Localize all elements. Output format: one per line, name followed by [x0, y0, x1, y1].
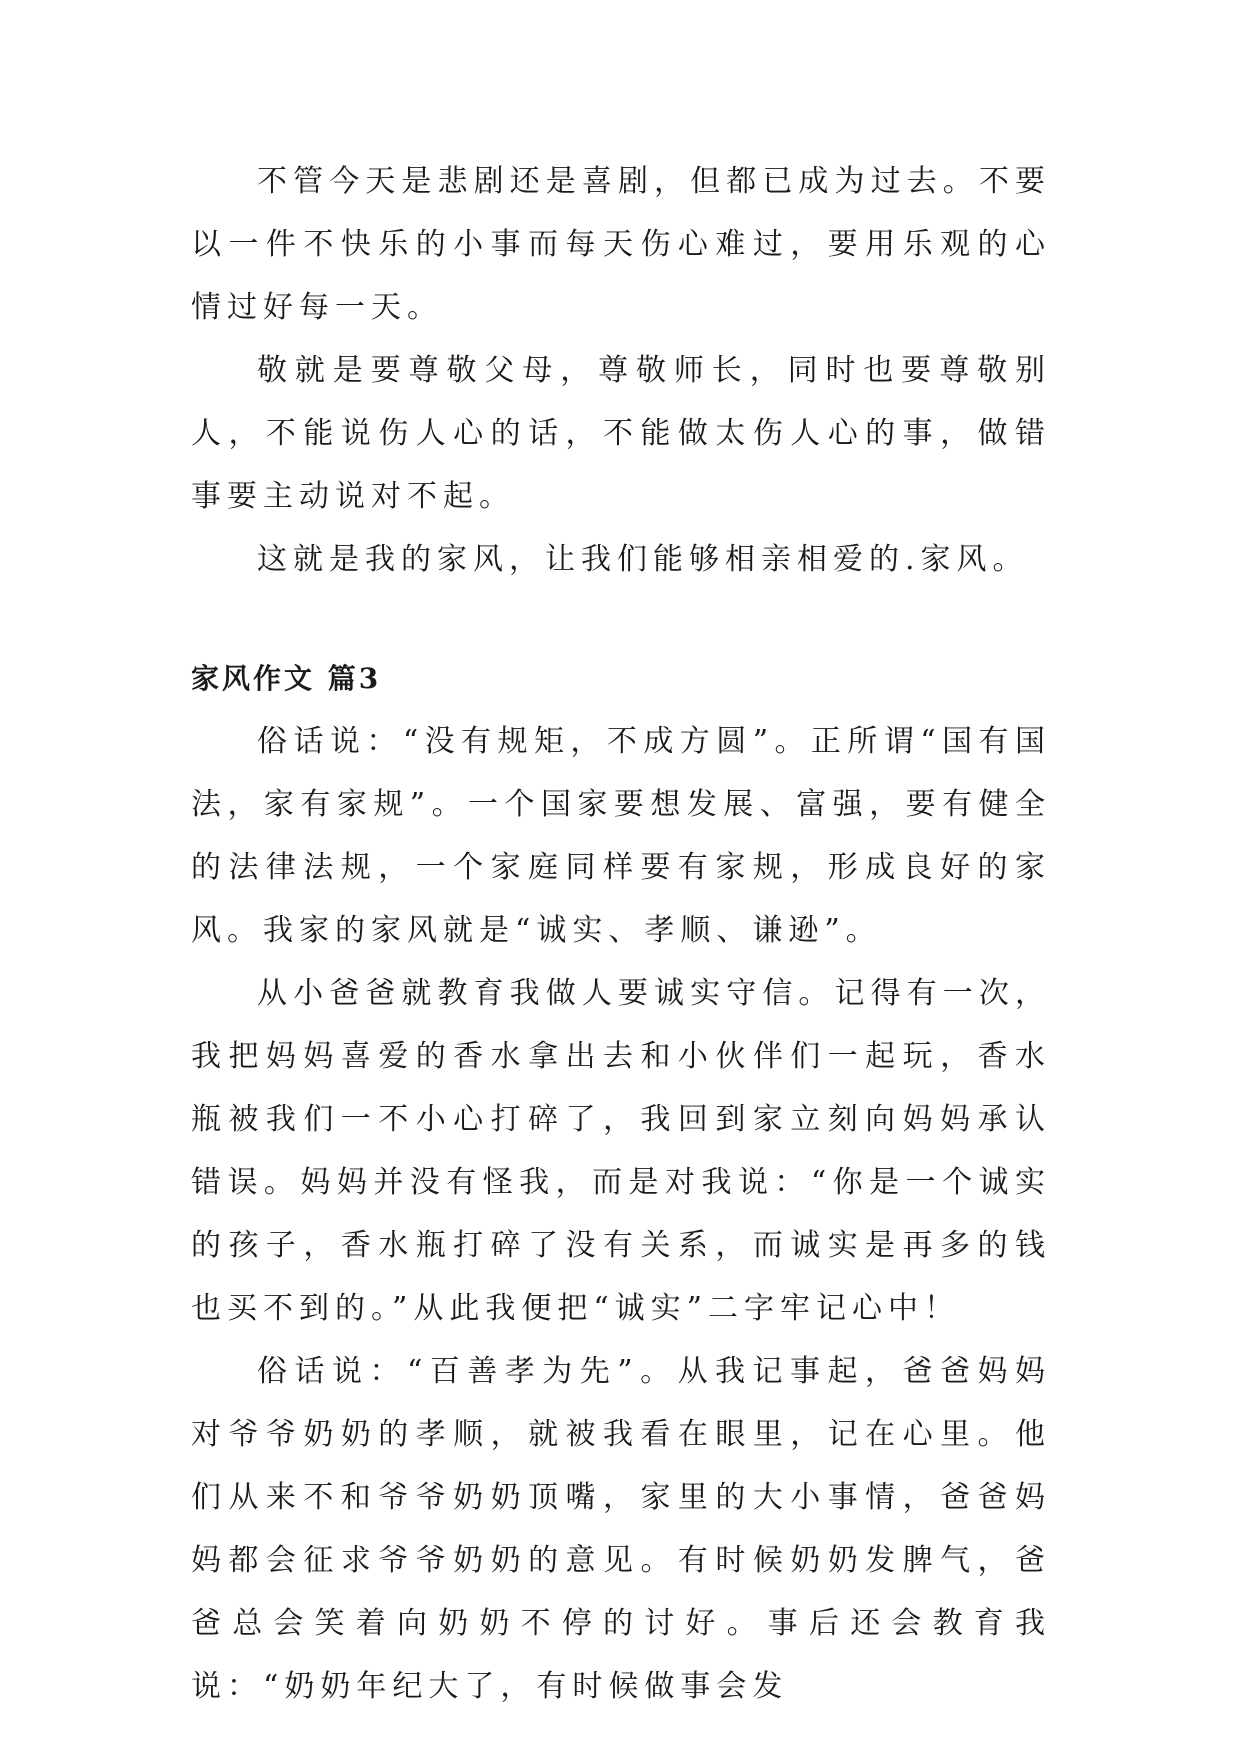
paragraph-honesty: 从小爸爸就教育我做人要诚实守信。记得有一次，我把妈妈喜爱的香水拿出去和小伙伴们一起玩，香水瓶被我们一不小心打碎了，我回到家立刻向妈妈承认错误。妈妈并没有怪我，而是对我说：“你是一个诚实的孩子，香水瓶打碎了没有关系，而诚实是再多的钱也买不到的。”从此我便把“诚实”二字牢记心中！: [191, 976, 1051, 1326]
paragraph-filial-piety: 俗话说：“百善孝为先”。从我记事起，爸爸妈妈对爷爷奶奶的孝顺，就被我看在眼里，记在心里。他们从来不和爷爷奶奶顶嘴，家里的大小事情，爸爸妈妈都会征求爷爷奶奶的意见。有时候奶奶发脾气，爸爸总会笑着向奶奶不停的讨好。事后还会教育我说：“奶奶年纪大了，有时候做事会发: [191, 1354, 1051, 1704]
document-body: [191, 150, 1051, 1718]
paragraph-respect: 敬就是要尊敬父母，尊敬师长，同时也要尊敬别人，不能说伤人心的话，不能做太伤人心的事，做错事要主动说对不起。: [191, 353, 1051, 514]
paragraph-misfortune: 不管今天是悲剧还是喜剧，但都已成为过去。不要以一件不快乐的小事而每天伤心难过，要用乐观的心情过好每一天。: [191, 164, 1051, 325]
paragraph-rules: 俗话说：“没有规矩，不成方圆”。正所谓“国有国法，家有家规”。一个国家要想发展、富强，要有健全的法律法规，一个家庭同样要有家规，形成良好的家风。我家的家风就是“诚实、孝顺、谦逊”。: [191, 724, 1051, 948]
section-gap: [191, 591, 1051, 647]
section-heading: 家风作文 篇3: [191, 662, 382, 695]
paragraph-family-conclusion: 这就是我的家风，让我们能够相亲相爱的.家风。: [257, 542, 1029, 577]
